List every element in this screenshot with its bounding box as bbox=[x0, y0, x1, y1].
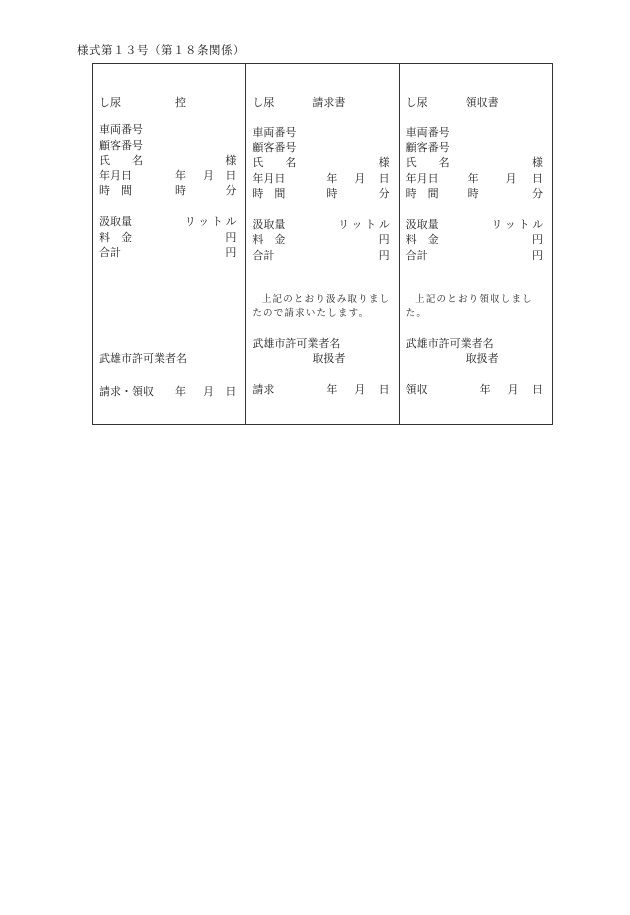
time-label: 時 間 bbox=[252, 187, 286, 200]
month-label: 月 bbox=[203, 169, 214, 182]
date-label: 年月日 bbox=[252, 172, 286, 185]
day-label: 日 bbox=[378, 172, 390, 185]
name-label: 氏 名 bbox=[99, 154, 143, 167]
customer-no-label: 顧客番号 bbox=[405, 141, 450, 154]
heading-right: 請求書 bbox=[312, 96, 346, 109]
minute-label: 分 bbox=[225, 184, 237, 197]
licensee-label: 武雄市許可業者名 bbox=[99, 352, 187, 365]
footer-year-label: 年 bbox=[479, 383, 491, 396]
volume-label: 汲取量 bbox=[405, 218, 439, 231]
fee-label: 料 金 bbox=[99, 231, 132, 244]
yen-label: 円 bbox=[225, 231, 237, 244]
copy-heading bbox=[99, 95, 236, 110]
liter-label: リットル bbox=[491, 218, 546, 231]
sama-label: 様 bbox=[378, 156, 390, 169]
footer-label: 請求 bbox=[252, 383, 275, 396]
customer-no-label: 顧客番号 bbox=[252, 141, 297, 154]
licensee-label: 武雄市許可業者名 bbox=[405, 337, 494, 350]
vehicle-no-label: 車両番号 bbox=[405, 126, 450, 139]
footer-day-label: 日 bbox=[225, 385, 237, 398]
volume-label: 汲取量 bbox=[99, 215, 132, 228]
footer-year-label: 年 bbox=[326, 383, 338, 396]
total-yen-label: 円 bbox=[531, 249, 543, 262]
handler-label: 取扱者 bbox=[312, 352, 346, 365]
footer-month-label: 月 bbox=[507, 383, 519, 396]
copy-heading bbox=[252, 95, 389, 110]
hour-label: 時 bbox=[175, 184, 186, 197]
fee-label: 料 金 bbox=[252, 233, 286, 246]
heading-left: し尿 bbox=[252, 96, 275, 109]
form-frame bbox=[92, 63, 553, 425]
minute-label: 分 bbox=[531, 187, 543, 200]
footer-label: 請求・領収 bbox=[99, 385, 154, 398]
heading-left: し尿 bbox=[99, 96, 121, 109]
footer-month-label: 月 bbox=[203, 385, 214, 398]
hour-label: 時 bbox=[467, 187, 479, 200]
copy-heading bbox=[406, 95, 543, 110]
hour-label: 時 bbox=[326, 187, 338, 200]
yen-label: 円 bbox=[378, 233, 390, 246]
yen-label: 円 bbox=[531, 233, 543, 246]
footer-month-label: 月 bbox=[354, 383, 366, 396]
day-label: 日 bbox=[531, 172, 543, 185]
volume-label: 汲取量 bbox=[252, 218, 286, 231]
handler-label: 取扱者 bbox=[465, 352, 499, 365]
total-label: 合計 bbox=[252, 249, 275, 262]
date-label: 年月日 bbox=[405, 172, 439, 185]
month-label: 月 bbox=[354, 172, 366, 185]
time-label: 時 間 bbox=[99, 184, 132, 197]
invoice-note: 上記のとおり汲み取りましたので請求いたします。 bbox=[252, 294, 391, 319]
customer-no-label: 顧客番号 bbox=[99, 139, 143, 152]
time-label: 時 間 bbox=[405, 187, 439, 200]
date-label: 年月日 bbox=[99, 169, 132, 182]
total-yen-label: 円 bbox=[225, 246, 237, 259]
day-label: 日 bbox=[225, 169, 237, 182]
total-label: 合計 bbox=[405, 249, 428, 262]
name-label: 氏 名 bbox=[252, 156, 297, 169]
total-label: 合計 bbox=[99, 246, 121, 259]
copy-invoice bbox=[245, 64, 398, 424]
year-label: 年 bbox=[326, 172, 338, 185]
month-label: 月 bbox=[505, 172, 517, 185]
heading-left: し尿 bbox=[405, 96, 428, 109]
liter-label: リットル bbox=[184, 215, 240, 228]
receipt-note: 上記のとおり領収しました。 bbox=[405, 294, 533, 319]
total-yen-label: 円 bbox=[378, 249, 390, 262]
year-label: 年 bbox=[175, 169, 186, 182]
form-title: 様式第１３号（第１８条関係） bbox=[77, 43, 245, 57]
minute-label: 分 bbox=[378, 187, 390, 200]
sama-label: 様 bbox=[531, 156, 543, 169]
heading-right: 領収書 bbox=[465, 96, 499, 109]
footer-year-label: 年 bbox=[175, 385, 186, 398]
copy-receipt bbox=[399, 64, 552, 424]
heading-right: 控 bbox=[175, 96, 186, 109]
vehicle-no-label: 車両番号 bbox=[252, 126, 297, 139]
footer-label: 領収 bbox=[405, 383, 428, 396]
liter-label: リットル bbox=[338, 218, 393, 231]
licensee-label: 武雄市許可業者名 bbox=[252, 337, 341, 350]
fee-label: 料 金 bbox=[405, 233, 439, 246]
year-label: 年 bbox=[467, 172, 479, 185]
footer-day-label: 日 bbox=[378, 383, 390, 396]
name-label: 氏 名 bbox=[405, 156, 450, 169]
footer-day-label: 日 bbox=[531, 383, 543, 396]
vehicle-no-label: 車両番号 bbox=[99, 123, 143, 136]
copy-stub bbox=[93, 64, 245, 424]
sama-label: 様 bbox=[225, 154, 237, 167]
